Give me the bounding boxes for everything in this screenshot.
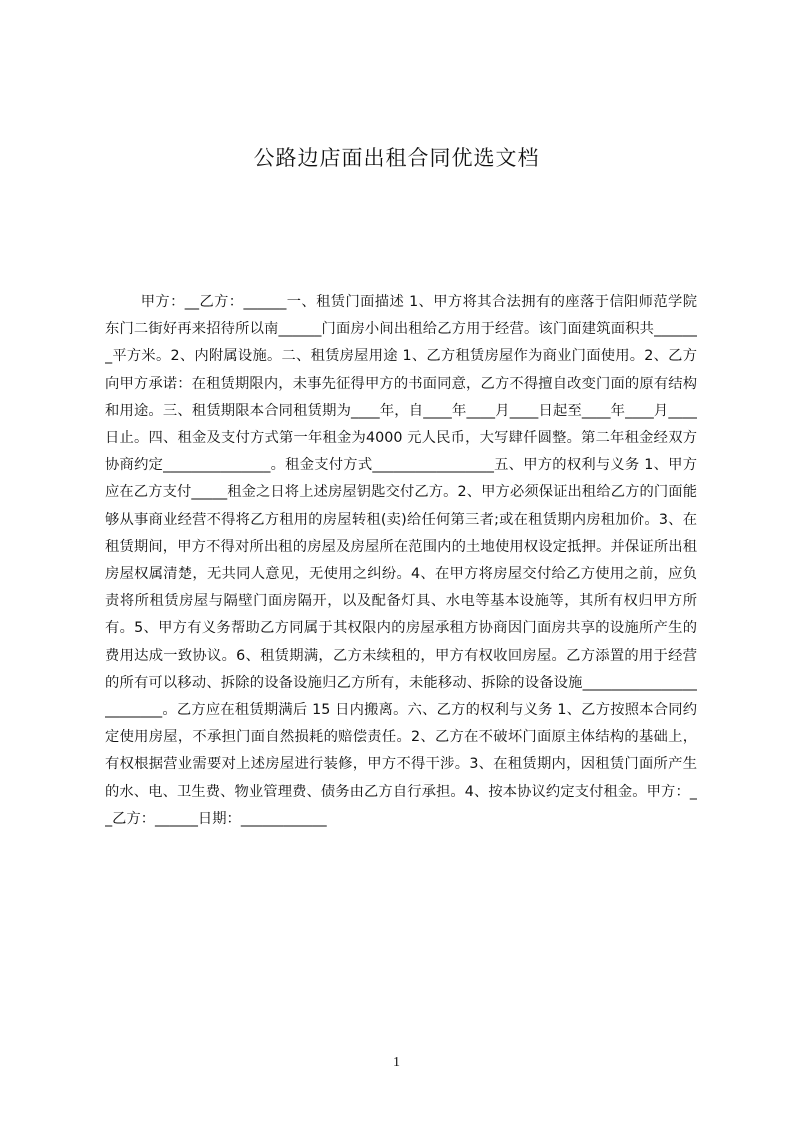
page-number: 1 <box>393 1055 400 1070</box>
document-title: 公路边店面出租合同优选文档 <box>253 146 540 170</box>
contract-body: 甲方：__乙方：______一、租赁门面描述 1、甲方将其合法拥有的座落于信阳师范学院东门二街好再来招待所以南______门面房小间出租给乙方用于经营。该门面建筑面积共_______平方米。2、内附属设施。二、租赁房屋用途 1、乙方租赁房屋作为商业门面使用。2、乙方向甲方承诺：在租赁期限内，未事先征得甲方的书面同意，乙方不得擅自改变门面的原有结构和用途。三、租赁期限本合同租赁期为____年，自____年____月____日起至____年____月____日止。四、租金及支付方式第一年租金为4000 元人民币，大写肆仟圆整。第二年租金经双方协商约定_______________。租金支付方式_________________五、甲方的权利与义务 1、甲方应在乙方支付_____租金之日将上述房屋钥匙交付乙方。2、甲方必须保证出租给乙方的门面能够从事商业经营不得将乙方租用的房屋转租(卖)给任何第三者;或在租赁期内房租加价。3、在租赁期间，甲方不得对所出租的房屋及房屋所在范围内的土地使用权设定抵押。并保证所出租房屋权属清楚，无共同人意见，无使用之纠纷。4、在甲方将房屋交付给乙方使用之前，应负责将所租赁房屋与隔壁门面房隔开，以及配备灯具、水电等基本设施等，其所有权归甲方所有。5、甲方有义务帮助乙方同属于其权限内的房屋承租方协商因门面房共享的设施所产生的费用达成一致协议。6、租赁期满，乙方未续租的，甲方有权收回房屋。乙方添置的用于经营的所有可以移动、拆除的设备设施归乙方所有，未能移动、拆除的设备设施________________________。乙方应在租赁期满后 15 日内搬离。六、乙方的权利与义务 1、乙方按照本合同约定使用房屋，不承担门面自然损耗的赔偿责任。2、乙方在不破坏门面原主体结构的基础上，有权根据营业需要对上述房屋进行装修，甲方不得干涉。3、在租赁期内，因租赁门面所产生的水、电、卫生费、物业管理费、债务由乙方自行承担。4、按本协议约定支付租金。甲方：__乙方：______日期：____________ <box>105 294 697 827</box>
